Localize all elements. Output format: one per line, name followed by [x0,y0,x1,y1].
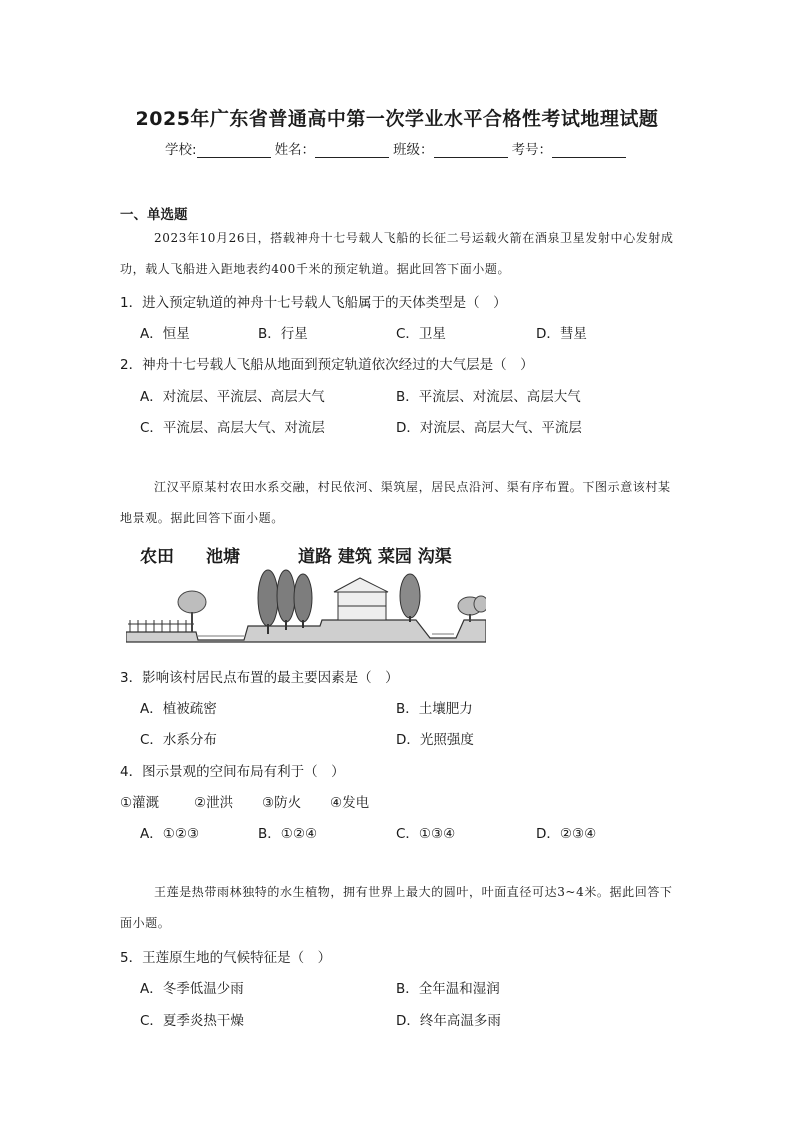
q4-item-3: ③防火 [262,795,302,811]
number-blank[interactable] [552,143,626,158]
q1-option-b[interactable]: B．行星 [258,326,308,342]
name-blank[interactable] [315,143,389,158]
label-farmland: 农田 [140,547,174,567]
q1-option-d[interactable]: D．彗星 [536,326,587,342]
q4-option-a[interactable]: A．①②③ [140,826,200,842]
q5-option-d[interactable]: D．终年高温多雨 [396,1013,501,1029]
q2-option-c[interactable]: C．平流层、高层大气、对流层 [140,420,325,436]
number-label: 考号： [511,142,553,158]
q4-item-4: ④发电 [330,795,370,811]
section-title: 一、单选题 [120,207,188,223]
building [334,578,388,620]
garden-trees [400,574,420,622]
q1-option-a[interactable]: A．恒星 [140,326,190,342]
student-info-line [165,138,630,158]
q5-option-a[interactable]: A．冬季低温少雨 [140,981,244,997]
name-label: 姓名： [274,142,316,158]
q5-option-b[interactable]: B．全年温和湿润 [396,981,500,997]
question-1-stem: 1．进入预定轨道的神舟十七号载人飞船属于的天体类型是（ ） [120,295,507,311]
q3-option-a[interactable]: A．植被疏密 [140,701,217,717]
village-landscape-figure [126,540,486,650]
landscape-drawing [126,540,486,650]
q3-option-d[interactable]: D．光照强度 [396,732,474,748]
q4-option-b[interactable]: B．①②④ [258,826,318,842]
q4-item-2: ②泄洪 [194,795,234,811]
passage-3: 王莲是热带雨林独特的水生植物，拥有世界上最大的圆叶，叶面直径可达3~4米。据此回答下面小题。 [120,885,673,930]
q2-option-a[interactable]: A．对流层、平流层、高层大气 [140,389,325,405]
q2-option-d[interactable]: D．对流层、高层大气、平流层 [396,420,582,436]
exam-title: 2025年广东省普通高中第一次学业水平合格性考试地理试题 [135,108,659,130]
school-label: 学校: [165,142,197,158]
label-road-building-garden-ditch: 道路 建筑 菜园 沟渠 [298,547,452,567]
passage-2: 江汉平原某村农田水系交融，村民依河、渠筑屋，居民点沿河、渠有序布置。下图示意该村某地景观。据此回答下面小题。 [120,480,671,525]
question-4-stem: 4．图示景观的空间布局有利于（ ） [120,764,345,780]
ground-profile [126,620,486,642]
passage-1: 2023年10月26日，搭载神舟十七号载人飞船的长征二号运载火箭在酒泉卫星发射中心发射成功，载人飞船进入距地表约400千米的预定轨道。据此回答下面小题。 [120,231,674,276]
question-3-stem: 3．影响该村居民点布置的最主要因素是（ ） [120,670,399,686]
school-blank[interactable] [197,143,271,158]
q3-option-c[interactable]: C．水系分布 [140,732,217,748]
class-blank[interactable] [434,143,508,158]
class-label: 班级： [393,142,434,158]
tall-trees [258,570,312,634]
bush-right [458,596,486,622]
question-2-stem: 2．神舟十七号载人飞船从地面到预定轨道依次经过的大气层是（ ） [120,357,534,373]
q1-option-c[interactable]: C．卫星 [396,326,446,342]
q4-item-1: ①灌溉 [120,795,160,811]
q4-option-d[interactable]: D．②③④ [536,826,597,842]
q5-option-c[interactable]: C．夏季炎热干燥 [140,1013,244,1029]
bush-left [178,591,206,632]
q3-option-b[interactable]: B．土壤肥力 [396,701,473,717]
label-pond: 池塘 [206,547,240,567]
question-5-stem: 5．王莲原生地的气候特征是（ ） [120,950,332,966]
q2-option-b[interactable]: B．平流层、对流层、高层大气 [396,389,581,405]
q4-option-c[interactable]: C．①③④ [396,826,456,842]
fence [128,620,194,632]
